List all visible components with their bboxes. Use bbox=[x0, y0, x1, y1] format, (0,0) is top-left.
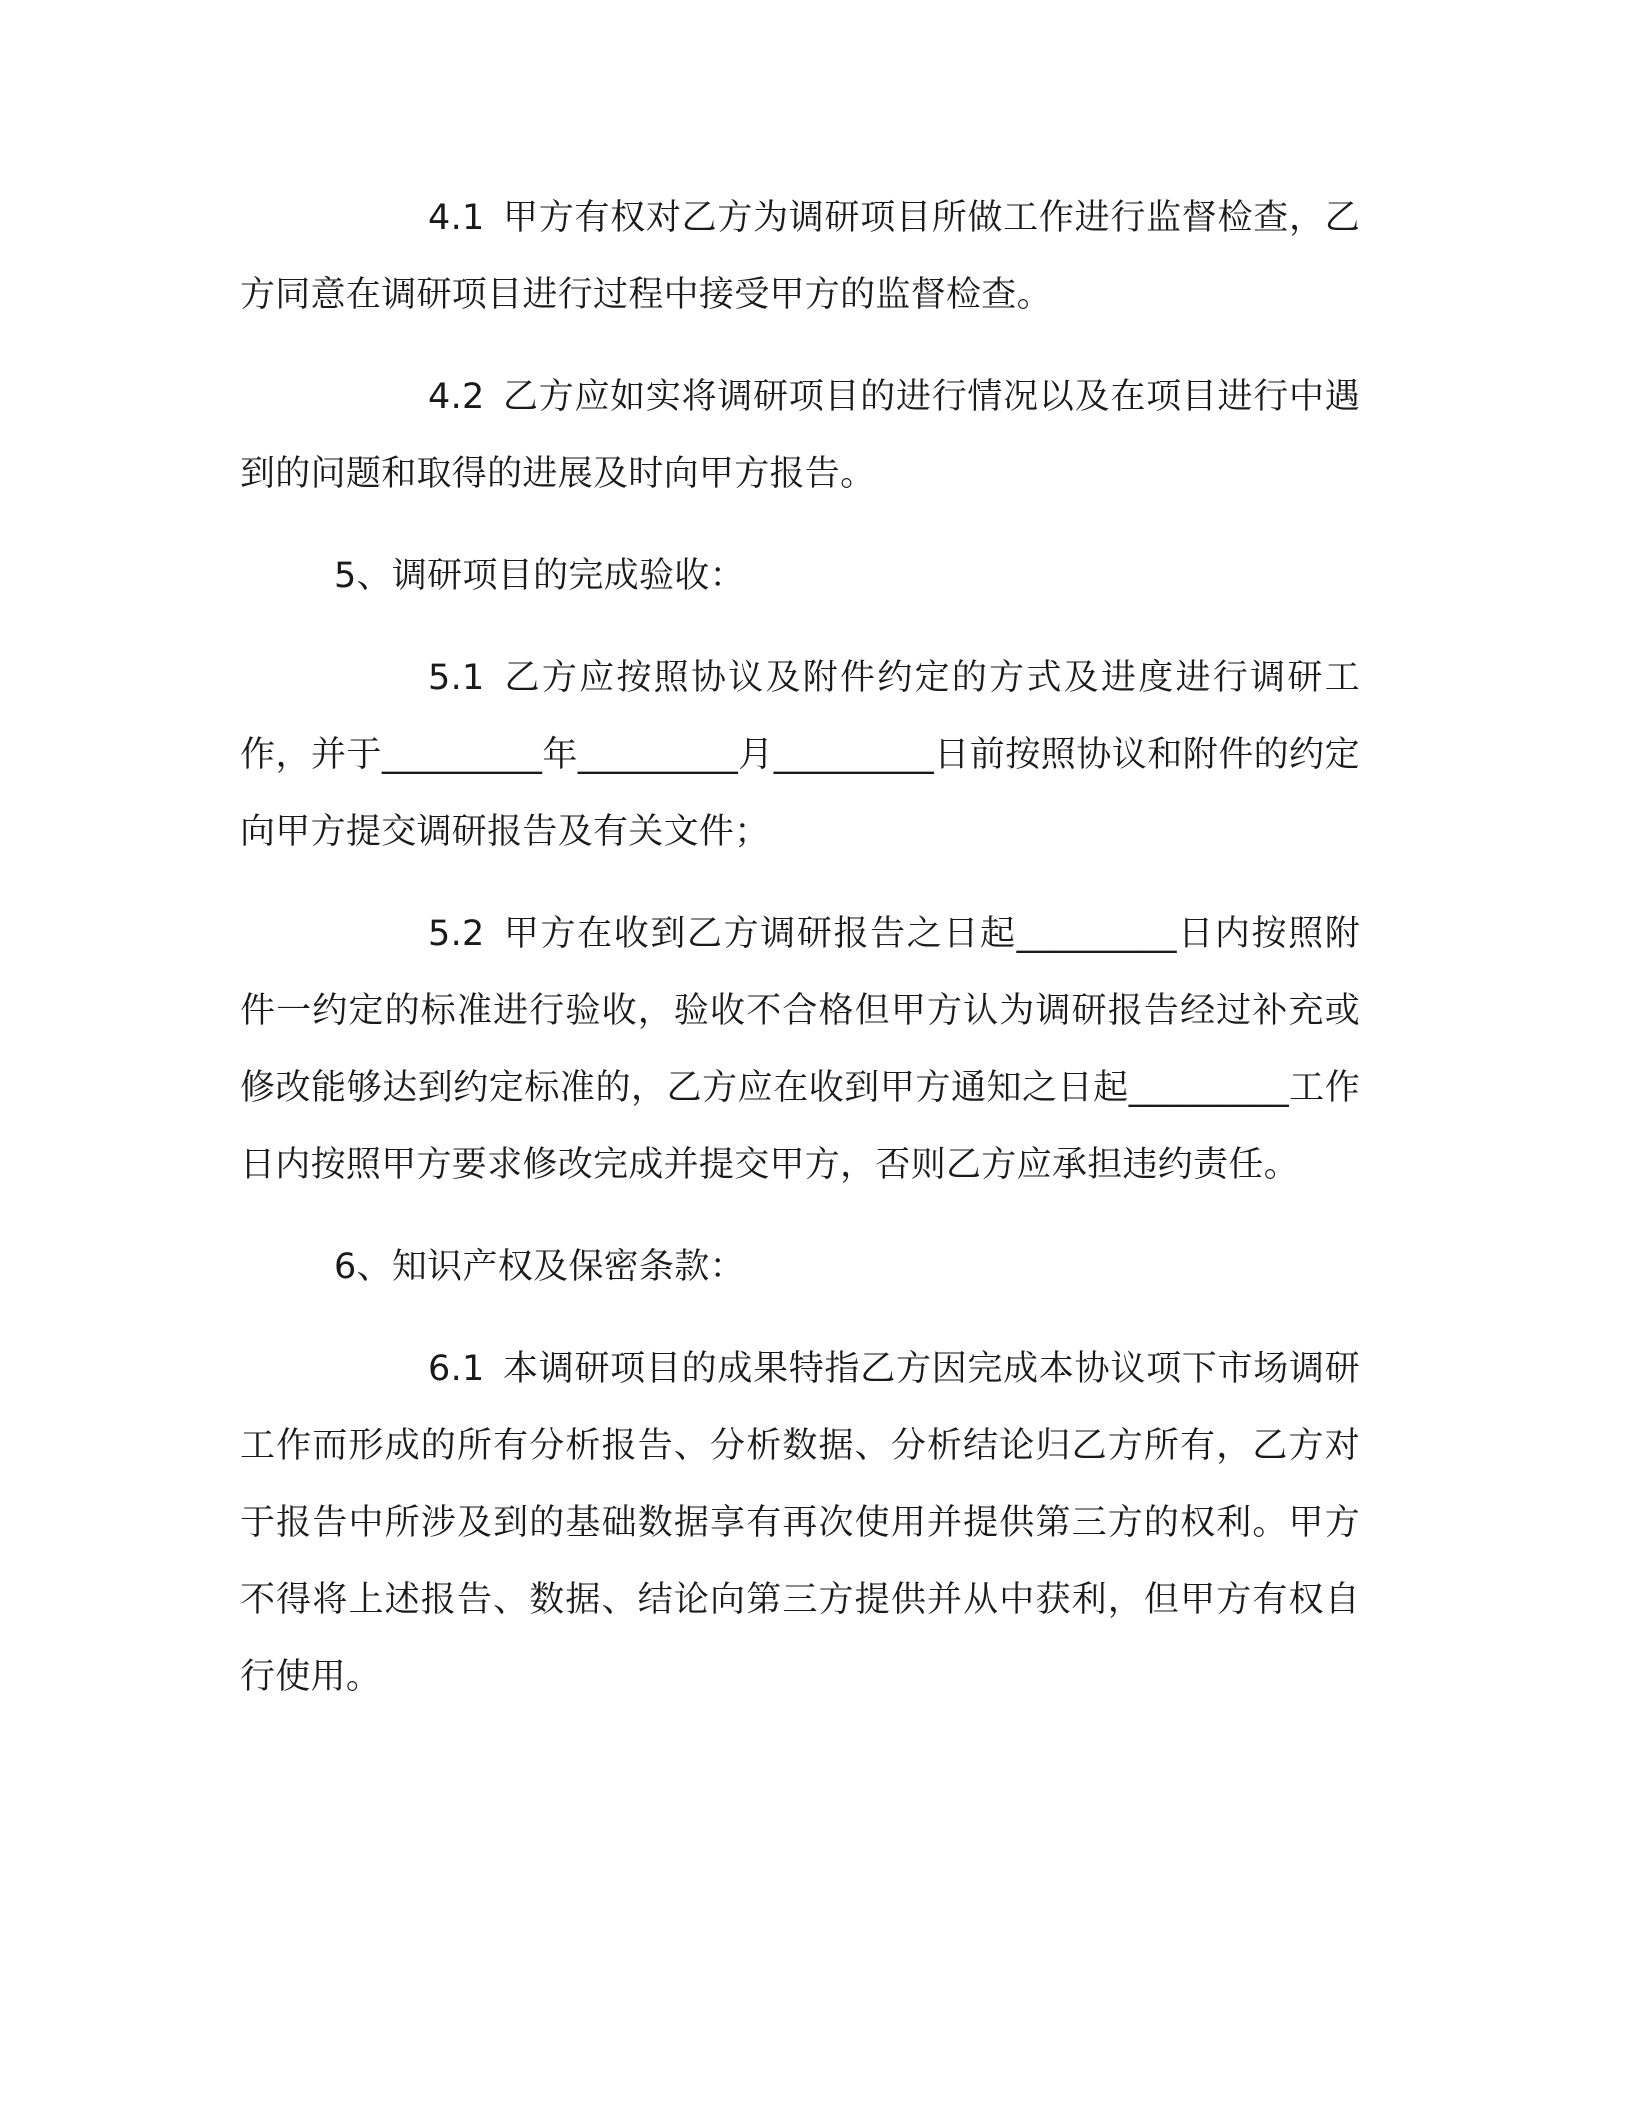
clause-number: 4.1 bbox=[428, 198, 485, 238]
section-number: 5、 bbox=[334, 556, 392, 596]
section-number: 6、 bbox=[334, 1247, 392, 1287]
clause-number: 5.2 bbox=[428, 914, 485, 954]
clause-text: 本调研项目的成果特指乙方因完成本协议项下市场调研工作而形成的所有分析报告、分析数据、分析结论归乙方所有，乙方对于报告中所涉及到的基础数据享有再次使用并提供第三方的权利。甲方不得将上述报告、数据、结论向第三方提供并从中获利，但甲方有权自行使用。 bbox=[240, 1349, 1360, 1697]
clause-6-1 bbox=[240, 1331, 1360, 1716]
clause-text: 甲方有权对乙方为调研项目所做工作进行监督检查，乙方同意在调研项目进行过程中接受甲方的监督检查。 bbox=[240, 198, 1360, 315]
clause-text: 甲方在收到乙方调研报告之日起_________日内按照附件一约定的标准进行验收，验收不合格但甲方认为调研报告经过补充或修改能够达到约定标准的，乙方应在收到甲方通知之日起_________工作日内按照甲方要求修改完成并提交甲方，否则乙方应承担违约责任。 bbox=[240, 914, 1360, 1185]
clause-number: 4.2 bbox=[428, 377, 485, 417]
section-6-heading bbox=[240, 1229, 1360, 1306]
section-title: 知识产权及保密条款： bbox=[391, 1247, 745, 1287]
section-title: 调研项目的完成验收： bbox=[391, 556, 745, 596]
clause-4-1 bbox=[240, 180, 1360, 334]
clause-text: 乙方应按照协议及附件约定的方式及进度进行调研工作，并于_________年_________月_________日前按照协议和附件的约定向甲方提交调研报告及有关文件； bbox=[240, 658, 1360, 852]
clause-text: 乙方应如实将调研项目的进行情况以及在项目进行中遇到的问题和取得的进展及时向甲方报告。 bbox=[240, 377, 1360, 494]
section-5-heading bbox=[240, 538, 1360, 615]
clause-number: 5.1 bbox=[428, 658, 485, 698]
document-body bbox=[240, 180, 1360, 1741]
clause-number: 6.1 bbox=[428, 1349, 485, 1389]
clause-5-1 bbox=[240, 640, 1360, 871]
clause-5-2 bbox=[240, 896, 1360, 1204]
clause-4-2 bbox=[240, 359, 1360, 513]
